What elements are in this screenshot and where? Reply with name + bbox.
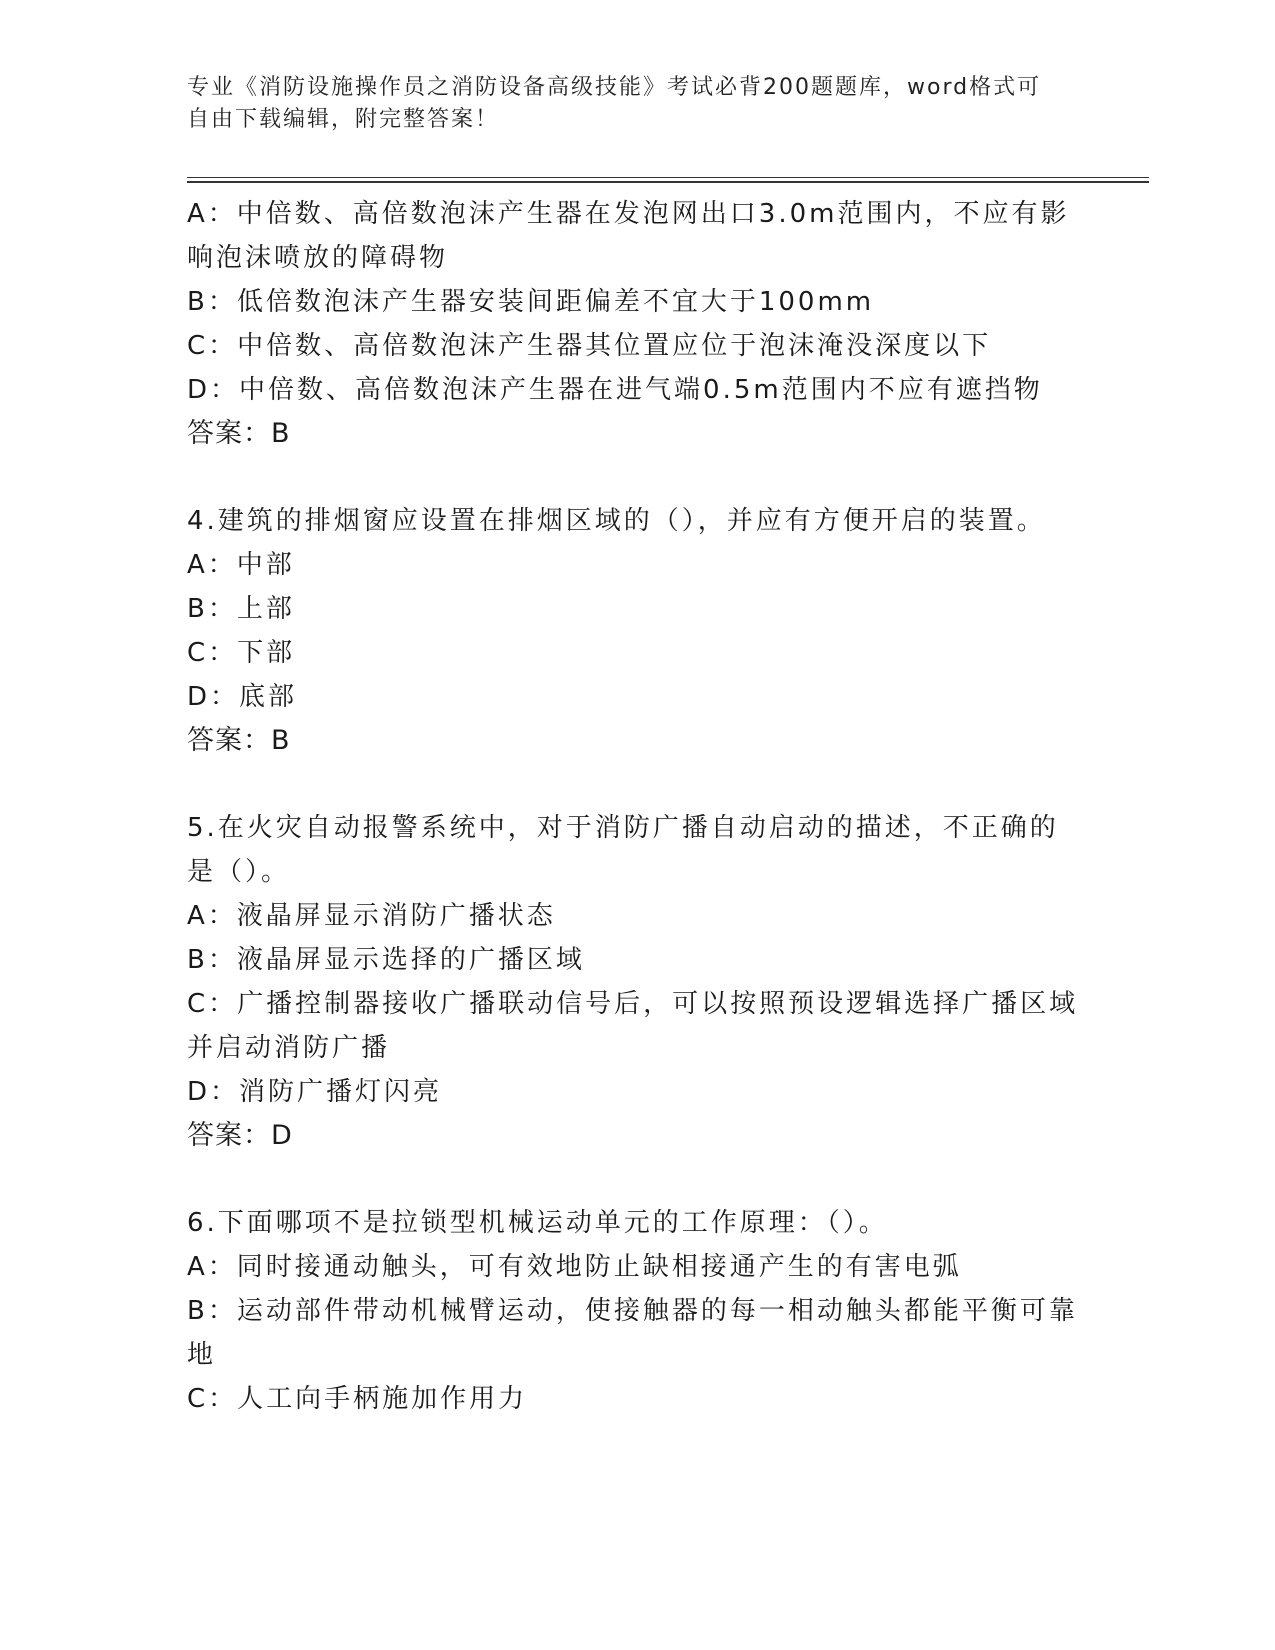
q3-answer: 答案：B — [187, 418, 291, 449]
q4-option-b: B：上部 — [187, 594, 295, 624]
q3-option-a-line-2: 响泡沫喷放的障碍物 — [187, 243, 449, 273]
header-rule-thin — [187, 177, 1149, 178]
header-rule-thick — [187, 181, 1149, 183]
q5-question-line-2: 是（）。 — [187, 857, 291, 887]
q3-option-a-line-1: A：中倍数、高倍数泡沫产生器在发泡网出口3.0m范围内，不应有影 — [187, 199, 1070, 229]
q5-question-line-1: 5.在火灾自动报警系统中，对于消防广播自动启动的描述，不正确的 — [187, 813, 1059, 843]
q5-option-c-line-2: 并启动消防广播 — [187, 1033, 391, 1063]
page-header — [187, 72, 1067, 136]
q3-option-c: C：中倍数、高倍数泡沫产生器其位置应位于泡沫淹没深度以下 — [187, 331, 992, 361]
q4-question: 4.建筑的排烟窗应设置在排烟区域的（），并应有方便开启的装置。 — [187, 506, 1046, 536]
spacer — [187, 763, 1077, 806]
spacer — [187, 1158, 1077, 1201]
q6-question: 6.下面哪项不是拉锁型机械运动单元的工作原理：（）。 — [187, 1208, 888, 1238]
q6-option-a: A：同时接通动触头，可有效地防止缺相接通产生的有害电弧 — [187, 1252, 962, 1282]
q5-answer: 答案：D — [187, 1120, 293, 1151]
question-3-block — [187, 192, 1077, 456]
header-line-1: 专业《消防设施操作员之消防设备高级技能》考试必背200题题库，word格式可 — [187, 75, 1042, 100]
q4-answer: 答案：B — [187, 725, 291, 756]
q5-option-c-line-1: C：广播控制器接收广播联动信号后，可以按照预设逻辑选择广播区域 — [187, 989, 1079, 1019]
q6-option-c: C：人工向手柄施加作用力 — [187, 1384, 528, 1414]
q5-option-b: B：液晶屏显示选择的广播区域 — [187, 945, 585, 975]
q5-option-d: D：消防广播灯闪亮 — [187, 1077, 443, 1107]
spacer — [187, 456, 1077, 499]
q3-option-d: D：中倍数、高倍数泡沫产生器在进气端0.5m范围内不应有遮挡物 — [187, 375, 1043, 405]
q4-option-a: A：中部 — [187, 550, 295, 580]
q4-option-c: C：下部 — [187, 638, 296, 668]
q4-option-d: D：底部 — [187, 682, 298, 712]
q5-option-a: A：液晶屏显示消防广播状态 — [187, 901, 556, 931]
question-5-block — [187, 806, 1077, 1158]
question-6-block — [187, 1201, 1077, 1421]
header-line-2: 自由下载编辑，附完整答案！ — [187, 107, 500, 132]
q6-option-b-line-2: 地 — [187, 1340, 217, 1370]
q6-option-b-line-1: B：运动部件带动机械臂运动，使接触器的每一相动触头都能平衡可靠 — [187, 1296, 1078, 1326]
question-4-block — [187, 499, 1077, 763]
document-body — [187, 192, 1077, 1421]
q3-option-b: B：低倍数泡沫产生器安装间距偏差不宜大于100mm — [187, 287, 875, 317]
